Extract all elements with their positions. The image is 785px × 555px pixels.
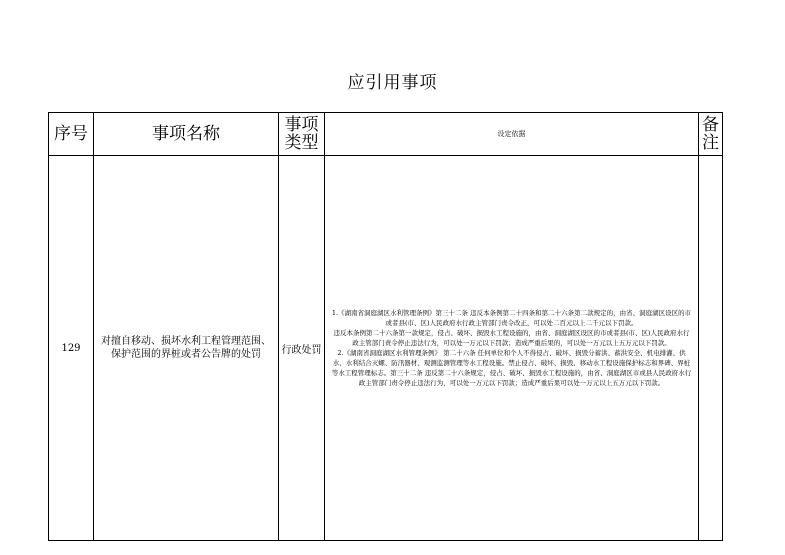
row-no: 129 (49, 156, 94, 541)
table-row (49, 156, 723, 541)
header-note-line2: 注 (702, 133, 719, 153)
header-no: 序号 (49, 113, 94, 156)
row-type: 行政处罚 (279, 156, 325, 541)
row-note (699, 156, 723, 541)
header-type-line2: 类型 (284, 133, 319, 153)
basis-paragraph-3: 2.《湖南省洞庭湖区水利管理条例》 第二十六条 任何单位和个人不得侵占、破坏、损毁分蓄洪、蓄洪安全、机电排灌、供水、水利结合灭螺、防汛器材、观测监测管理等水工程设施。禁止侵占、破坏、损毁、移动水工程设施保护标志和界碑、界桩等水工程管理标志。第三十二条 违反第二十六条规定，侵占、破坏、损毁水工程设施的，由省、洞庭湖区市或县人民政府水行政主管部门责令停止违法行为，可以处一万元以下罚款；造成严重后果可以处一万元以上五万元以下罚款。 (331, 349, 692, 387)
row-basis (325, 156, 699, 541)
basis-paragraph-1: 1.《湖南省洞庭湖区水利管理条例》第三十二条 违反本条例第二十四条和第二十六条第二款规定的，由省、洞庭湖区设区的市或者县(市、区)人民政府水行政主管部门责令改正，可以处二百元以上二千元以下罚款。 (331, 309, 692, 327)
table-header-row (49, 113, 723, 156)
basis-paragraph-2: 违反本条例第二十六条第一款规定，侵占、破坏、损毁水工程设施的，由省、洞庭湖区设区的市或者县(市、区)人民政府水行政主管部门责令停止违法行为，可以处一万元以下罚款；造成严重后果的，可以处一万元以上五万元以下罚款。 (333, 329, 690, 347)
header-basis: 设定依据 (325, 113, 699, 156)
header-type (279, 113, 325, 156)
header-name: 事项名称 (94, 113, 279, 156)
page-title: 应引用事项 (347, 73, 438, 93)
header-note-line1: 备 (702, 115, 719, 135)
header-note (699, 113, 723, 156)
row-name: 对擅自移动、损坏水利工程管理范围、保护范围的界桩或者公告牌的处罚 (94, 156, 279, 541)
matters-table (48, 112, 723, 541)
header-type-line1: 事项 (284, 115, 319, 135)
